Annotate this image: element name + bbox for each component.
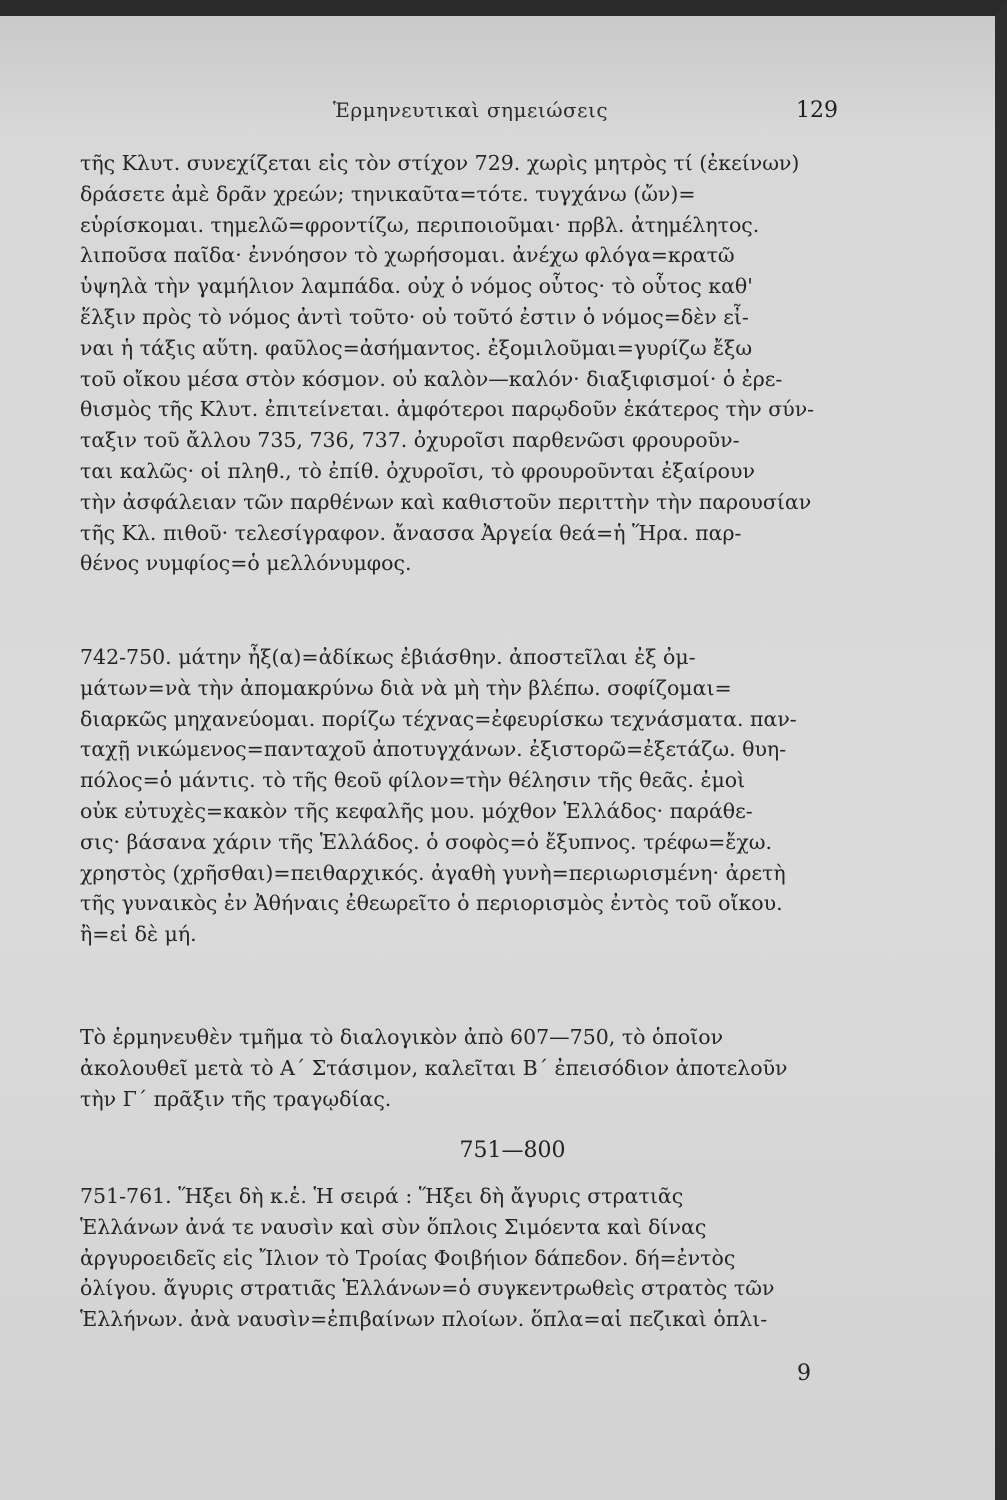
text-line: οὐκ εὐτυχὲς=κακὸν τῆς κεφαλῆς μου. μόχθον Ἑλλάδος· παράθε- bbox=[80, 798, 753, 823]
text-line: δράσετε ἀμὲ δρᾶν χρεών; τηνικαῦτα=τότε. τυγχάνω (ὤν)= bbox=[80, 181, 696, 206]
page-number: 129 bbox=[796, 98, 838, 123]
text-line: μάτων=νὰ τὴν ἀπομακρύνω διὰ νὰ μὴ τὴν βλέπω. σοφίζομαι= bbox=[80, 675, 732, 700]
text-line: τοῦ οἴκου μέσα στὸν κόσμον. οὐ καλὸν—καλόν· διαξιφισμοί· ὁ ἐρε- bbox=[80, 366, 783, 391]
text-line: διαρκῶς μηχανεύομαι. πορίζω τέχνας=ἐφευρίσκω τεχνάσματα. παν- bbox=[80, 706, 797, 731]
text-line: ταχῇ νικώμενος=πανταχοῦ ἀποτυγχάνων. ἐξιστορῶ=ἐξετάζω. θυη- bbox=[80, 737, 787, 762]
running-title: Ἑρμηνευτικαὶ σημειώσεις bbox=[333, 98, 609, 122]
signature-mark: 9 bbox=[797, 1361, 811, 1386]
text-line: τῆς Κλυτ. συνεχίζεται εἰς τὸν στίχον 729. χωρὶς μητρὸς τί (ἐκείνων) bbox=[80, 151, 800, 175]
text-line: σις· βάσανα χάριν τῆς Ἑλλάδος. ὁ σοφὸς=ὁ ἔξυπνος. τρέφω=ἔχω. bbox=[80, 829, 772, 854]
summary-paragraph bbox=[80, 1022, 848, 1114]
text-line: λιποῦσα παῖδα· ἐννόησον τὸ χωρήσομαι. ἀνέχω φλόγα=κρατῶ bbox=[80, 243, 735, 268]
page-header bbox=[0, 98, 995, 130]
section-heading: 751—800 bbox=[459, 1138, 566, 1163]
text-line: τὴν Γ´ πρᾶξιν τῆς τραγῳδίας. bbox=[80, 1086, 392, 1111]
text-line: τῆς Κλ. πιθοῦ· τελεσίγραφον. ἄνασσα Ἀργεία θεά=ἡ Ἥρα. παρ- bbox=[80, 520, 742, 545]
text-line: ὀλίγου. ἄγυρις στρατιᾶς Ἑλλάνων=ὁ συγκεντρωθεὶς στρατὸς τῶν bbox=[80, 1276, 775, 1301]
text-line: εὑρίσκομαι. τημελῶ=φροντίζω, περιποιοῦμαι· πρβλ. ἀτημέλητος. bbox=[80, 212, 760, 237]
text-line: 751-761. Ἥξει δὴ κ.ἑ. Ἡ σειρά : Ἥξει δὴ ἄγυρις στρατιᾶς bbox=[80, 1184, 684, 1208]
text-line: ναι ἡ τάξις αὕτη. φαῦλος=ἀσήμαντος. ἐξομιλοῦμαι=γυρίζω ἔξω bbox=[80, 335, 753, 360]
text-line: Ἑλλήνων. ἀνὰ ναυσὶν=ἐπιβαίνων πλοίων. ὅπλα=αἱ πεζικαὶ ὁπλι- bbox=[80, 1307, 768, 1332]
text-line: ἢ=εἰ δὲ μή. bbox=[80, 922, 197, 947]
text-line: Ἑλλάνων ἀνά τε ναυσὶν καὶ σὺν ὅπλοις Σιμόεντα καὶ δίνας bbox=[80, 1214, 707, 1239]
text-line: ὑψηλὰ τὴν γαμήλιον λαμπάδα. οὐχ ὁ νόμος οὗτος· τὸ οὗτος καθ' bbox=[80, 274, 753, 299]
text-line: θισμὸς τῆς Κλυτ. ἐπιτείνεται. ἀμφότεροι παρῳδοῦν ἑκάτερος τὴν σύν- bbox=[80, 397, 815, 422]
text-line: πόλος=ὁ μάντις. τὸ τῆς θεοῦ φίλον=τὴν θέλησιν τῆς θεᾶς. ἐμοὶ bbox=[80, 768, 746, 793]
text-line: τῆς γυναικὸς ἐν Ἀθήναις ἐθεωρεῖτο ὁ περιορισμὸς ἐντὸς τοῦ οἴκου. bbox=[80, 891, 783, 916]
commentary-block-729 bbox=[80, 148, 848, 579]
text-line: ἀκολουθεῖ μετὰ τὸ Α´ Στάσιμον, καλεῖται Β´ ἐπεισόδιον ἀποτελοῦν bbox=[80, 1055, 788, 1080]
text-line: θένος νυμφίος=ὁ μελλόνυμφος. bbox=[80, 551, 412, 576]
text-line: ται καλῶς· οἱ πληθ., τὸ ἐπίθ. ὀχυροῖσι, τὸ φρουροῦνται ἐξαίρουν bbox=[80, 458, 755, 483]
commentary-block-742-750 bbox=[80, 642, 848, 950]
text-line: χρηστὸς (χρῆσθαι)=πειθαρχικός. ἀγαθὴ γυνὴ=περιωρισμένη· ἀρετὴ bbox=[80, 860, 786, 885]
commentary-block-751-761 bbox=[80, 1181, 848, 1335]
text-line: ἕλξιν πρὸς τὸ νόμος ἀντὶ τοῦτο· οὐ τοῦτό ἐστιν ὁ νόμος=δὲν εἶ- bbox=[80, 304, 749, 329]
text-line: τὴν ἀσφάλειαν τῶν παρθένων καὶ καθιστοῦν περιττὴν τὴν παρουσίαν bbox=[80, 489, 812, 514]
text-line: 742-750. μάτην ἦξ(α)=ἀδίκως ἐβιάσθην. ἀποστεῖλαι ἐξ ὀμ- bbox=[80, 645, 696, 669]
text-line: Τὸ ἑρμηνευθὲν τμῆμα τὸ διαλογικὸν ἀπὸ 607—750, τὸ ὁποῖον bbox=[80, 1025, 724, 1049]
text-line: ταξιν τοῦ ἄλλου 735, 736, 737. ὀχυροῖσι παρθενῶσι φρουροῦν- bbox=[80, 428, 740, 453]
text-line: ἀργυροειδεῖς εἰς Ἴλιον τὸ Τροίας Φοιβήιον δάπεδον. δή=ἐντὸς bbox=[80, 1245, 736, 1270]
